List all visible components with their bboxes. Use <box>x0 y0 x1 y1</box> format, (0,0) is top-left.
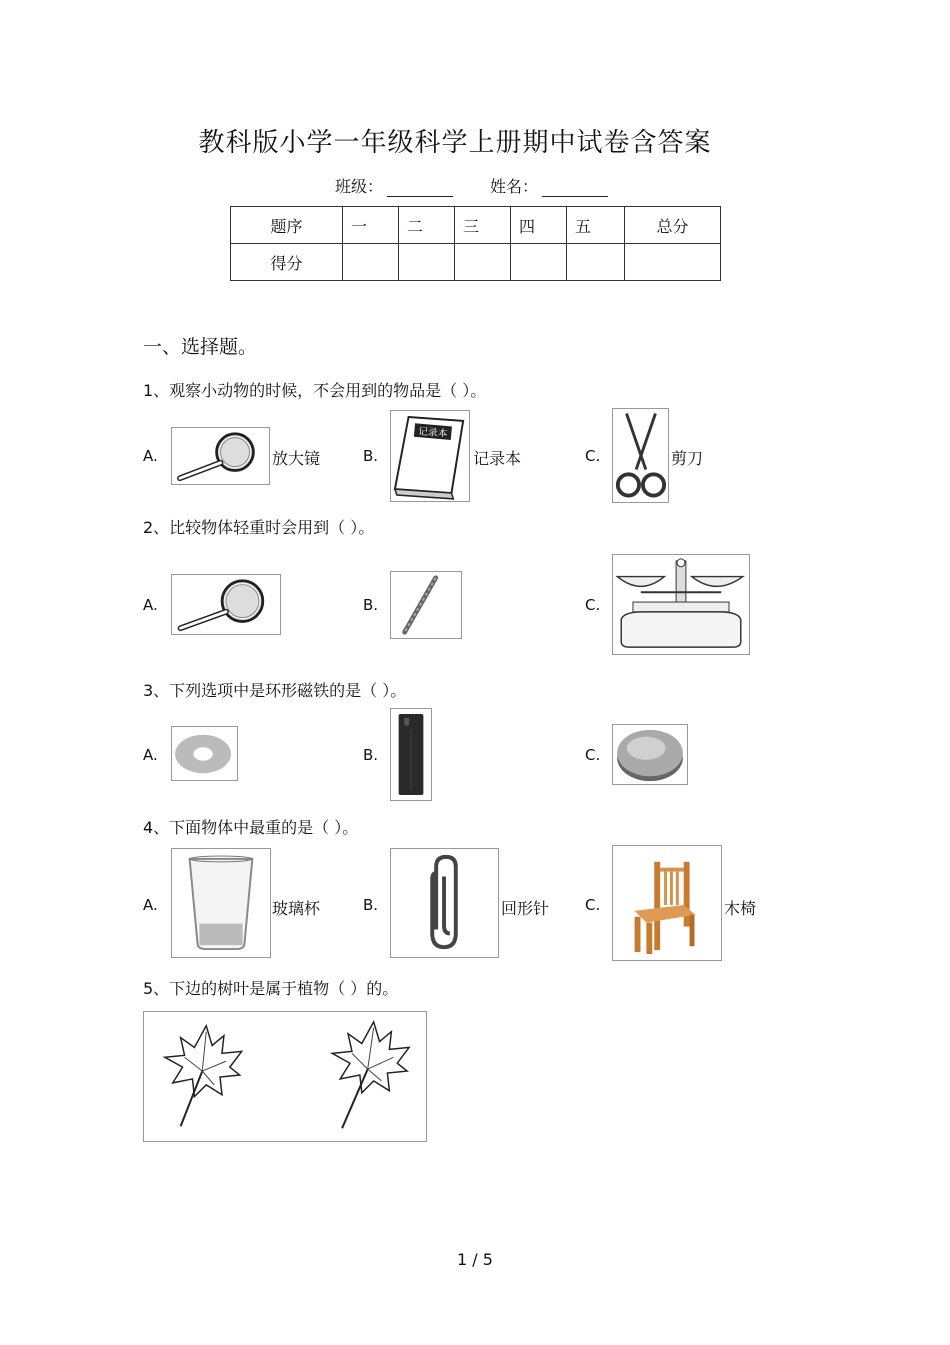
score-cell: 总分 <box>625 207 721 244</box>
option-label: C. <box>585 596 601 614</box>
option-label: A. <box>143 896 158 914</box>
disc-magnet-image <box>612 724 688 785</box>
score-cell: 一 <box>343 207 399 244</box>
option-caption: 回形针 <box>501 899 550 918</box>
option-label: A. <box>143 447 158 465</box>
option-label: C. <box>585 447 601 465</box>
option-caption: 玻璃杯 <box>272 899 321 918</box>
class-field <box>335 174 453 197</box>
option-label: A. <box>143 746 158 764</box>
option-label: C. <box>585 896 601 914</box>
score-cell: 题序 <box>231 207 343 244</box>
section-heading: 一、选择题。 <box>143 336 258 358</box>
score-input-cell[interactable] <box>399 244 455 281</box>
score-table <box>230 206 721 281</box>
name-field <box>490 174 608 197</box>
option-label: B. <box>363 447 379 465</box>
magnifying-glass-image <box>171 427 270 485</box>
class-blank <box>387 180 453 197</box>
bar-magnet-image <box>390 708 432 801</box>
option-label: A. <box>143 596 158 614</box>
class-label: 班级： <box>335 177 384 196</box>
ring-magnet-image <box>171 726 238 781</box>
option-caption: 记录本 <box>473 449 522 468</box>
score-cell: 得分 <box>231 244 343 281</box>
score-input-cell[interactable] <box>567 244 625 281</box>
notebook-cover-text: 记录本 <box>417 426 448 440</box>
maple-leaves-image <box>143 1011 427 1142</box>
question-3-text: 3、下列选项中是环形磁铁的是（ ）。 <box>143 681 407 700</box>
maple-leaf-icon <box>165 1026 242 1126</box>
wooden-chair-image <box>612 845 722 961</box>
score-input-cell[interactable] <box>343 244 399 281</box>
score-input-cell[interactable] <box>625 244 721 281</box>
question-4-text: 4、下面物体中最重的是（ ）。 <box>143 818 359 837</box>
name-blank <box>542 180 608 197</box>
magnifying-glass-image <box>171 574 281 635</box>
score-cell: 四 <box>511 207 567 244</box>
score-cell: 三 <box>455 207 511 244</box>
score-table-header-row <box>231 207 721 244</box>
name-label: 姓名： <box>490 177 539 196</box>
score-cell: 二 <box>399 207 455 244</box>
notebook-image <box>390 410 470 502</box>
page-number: 1 / 5 <box>457 1250 493 1269</box>
question-2-text: 2、比较物体轻重时会用到（ ）。 <box>143 518 375 537</box>
option-caption: 放大镜 <box>272 449 321 468</box>
page-title: 教科版小学一年级科学上册期中试卷含答案 <box>198 128 712 158</box>
maple-leaf-icon <box>332 1022 409 1128</box>
pencil-image <box>390 571 462 639</box>
glass-cup-image <box>171 848 271 958</box>
option-label: C. <box>585 746 601 764</box>
question-1-text: 1、观察小动物的时候，不会用到的物品是（ ）。 <box>143 381 487 400</box>
paper-clip-image <box>390 848 499 958</box>
score-table-score-row <box>231 244 721 281</box>
option-label: B. <box>363 596 379 614</box>
scissors-image <box>612 408 669 503</box>
option-label: B. <box>363 746 379 764</box>
option-label: B. <box>363 896 379 914</box>
score-input-cell[interactable] <box>511 244 567 281</box>
option-caption: 木椅 <box>724 899 757 918</box>
question-5-text: 5、下边的树叶是属于植物（ ）的。 <box>143 979 399 998</box>
score-cell: 五 <box>567 207 625 244</box>
balance-scale-image <box>612 554 750 655</box>
score-input-cell[interactable] <box>455 244 511 281</box>
option-caption: 剪刀 <box>671 449 704 468</box>
